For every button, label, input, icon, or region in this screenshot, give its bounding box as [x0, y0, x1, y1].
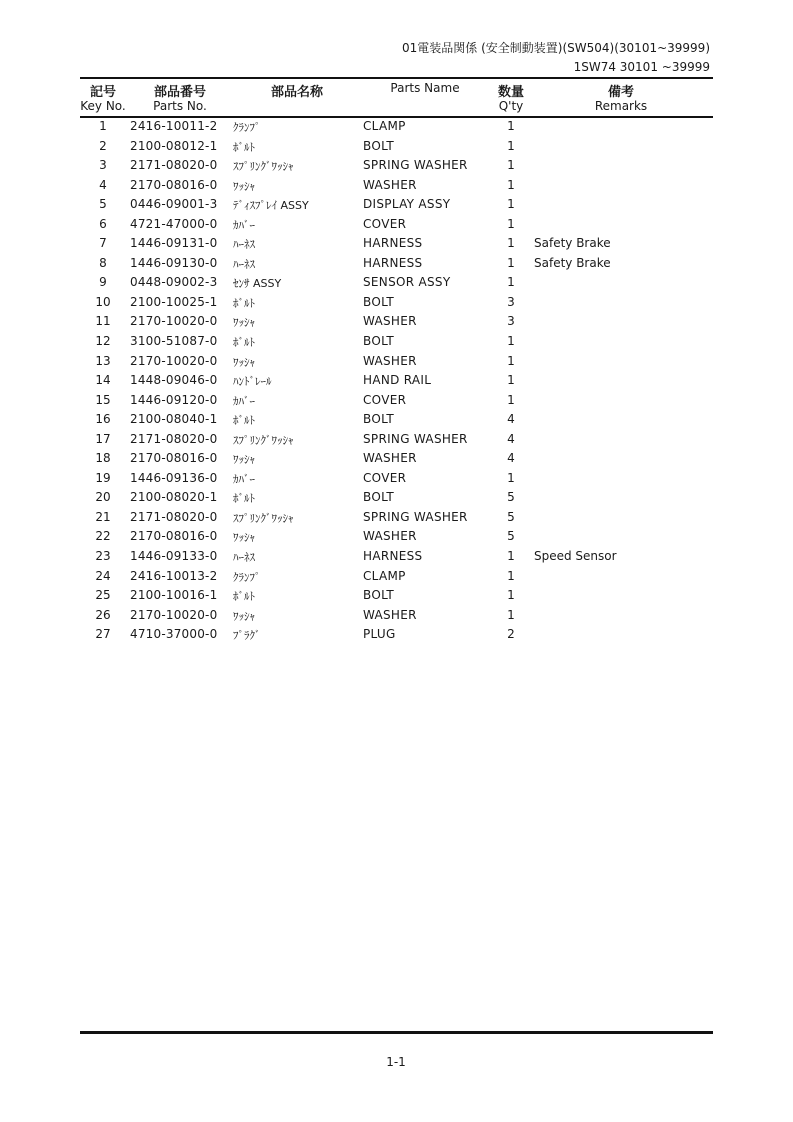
- key-no: 12: [95, 334, 111, 349]
- part-number: 2170-10020-0: [130, 314, 218, 329]
- part-name-en: COVER: [363, 392, 407, 407]
- table-row: [0, 430, 793, 450]
- remarks: Safety Brake: [534, 236, 611, 251]
- quantity: 1: [507, 177, 515, 192]
- part-number: 2100-10016-1: [130, 588, 218, 603]
- part-name-en: WASHER: [363, 314, 417, 329]
- table-row: [0, 488, 793, 508]
- quantity: 1: [507, 353, 515, 368]
- part-number: 2170-10020-0: [130, 607, 218, 622]
- part-name-en: DISPLAY ASSY: [363, 197, 451, 212]
- part-name-en: SPRING WASHER: [363, 509, 468, 524]
- table-row: [0, 137, 793, 157]
- part-name-en: BOLT: [363, 490, 395, 505]
- part-number: 2170-08016-0: [130, 529, 218, 544]
- key-no: 2: [99, 138, 107, 153]
- table-row: [0, 547, 793, 567]
- table-row: [0, 625, 793, 645]
- key-no: 6: [99, 216, 107, 231]
- quantity: 1: [507, 197, 515, 212]
- part-name-jp: ﾎﾞﾙﾄ: [233, 296, 255, 310]
- part-name-en: CLAMP: [363, 568, 406, 583]
- part-number: 2170-10020-0: [130, 353, 218, 368]
- section-title: 01電装品関係 (安全制動装置)(SW504)(30101~39999): [402, 41, 710, 55]
- key-no: 7: [99, 236, 107, 251]
- col-header-remarks-en: Remarks: [594, 99, 648, 113]
- table-row: [0, 527, 793, 547]
- col-header-qty-en: Q'ty: [498, 99, 524, 113]
- col-header-key-en: Key No.: [80, 99, 126, 113]
- part-number: 4710-37000-0: [130, 627, 218, 642]
- part-number: 1448-09046-0: [130, 373, 218, 388]
- part-number: 0448-09002-3: [130, 275, 218, 290]
- key-no: 10: [95, 294, 111, 309]
- quantity: 4: [507, 412, 515, 427]
- table-row: [0, 410, 793, 430]
- part-name-en: WASHER: [363, 529, 417, 544]
- part-name-en: WASHER: [363, 177, 417, 192]
- table-row: [0, 234, 793, 254]
- key-no: 8: [99, 255, 107, 270]
- col-header-name-en: Parts Name: [390, 81, 460, 95]
- part-name-jp: ﾜｯｼｬ: [233, 453, 255, 467]
- key-no: 26: [95, 607, 111, 622]
- remarks: Safety Brake: [534, 255, 611, 270]
- part-name-jp: ﾎﾞﾙﾄ: [233, 414, 255, 428]
- key-no: 24: [95, 568, 111, 583]
- part-name-jp: ﾊｰﾈｽ: [233, 551, 255, 565]
- key-no: 25: [95, 588, 111, 603]
- part-name-jp: ｾﾝｻ ASSY: [233, 277, 282, 291]
- part-name-jp: ｸﾗﾝﾌﾟ: [233, 121, 261, 134]
- col-header-qty-jp: 数量: [497, 85, 525, 100]
- part-name-en: HARNESS: [363, 236, 423, 251]
- quantity: 1: [507, 588, 515, 603]
- key-no: 5: [99, 197, 107, 212]
- part-name-jp: ﾃﾞｨｽﾌﾟﾚｲ ASSY: [233, 199, 309, 213]
- quantity: 3: [507, 294, 515, 309]
- part-name-jp: ｸﾗﾝﾌﾟ: [233, 570, 261, 584]
- part-name-jp: ｶﾊﾞｰ: [233, 472, 255, 486]
- part-name-en: SPRING WASHER: [363, 431, 468, 446]
- part-name-jp: ｽﾌﾟﾘﾝｸﾞﾜｯｼｬ: [233, 160, 294, 174]
- table-row: [0, 273, 793, 293]
- part-name-jp: ﾎﾞﾙﾄ: [233, 140, 255, 154]
- table-row: [0, 215, 793, 235]
- quantity: 1: [507, 568, 515, 583]
- table-row: [0, 312, 793, 332]
- table-row: [0, 293, 793, 313]
- table-row: [0, 586, 793, 606]
- part-number: 0446-09001-3: [130, 197, 218, 212]
- table-row: [0, 469, 793, 489]
- key-no: 15: [95, 392, 111, 407]
- part-number: 3100-51087-0: [130, 334, 218, 349]
- quantity: 3: [507, 314, 515, 329]
- table-row: [0, 449, 793, 469]
- table-row: [0, 332, 793, 352]
- part-number: 2171-08020-0: [130, 431, 218, 446]
- table-row: [0, 156, 793, 176]
- quantity: 1: [507, 549, 515, 564]
- part-name-en: BOLT: [363, 334, 395, 349]
- part-number: 1446-09133-0: [130, 549, 218, 564]
- page-number: 1-1: [386, 1055, 406, 1069]
- part-name-jp: ｽﾌﾟﾘﾝｸﾞﾜｯｼｬ: [233, 433, 294, 447]
- quantity: 5: [507, 509, 515, 524]
- part-name-jp: ﾜｯｼｬ: [233, 531, 255, 545]
- key-no: 23: [95, 549, 111, 564]
- part-number: 1446-09120-0: [130, 392, 218, 407]
- part-name-en: COVER: [363, 216, 407, 231]
- table-row: [0, 195, 793, 215]
- key-no: 13: [95, 353, 111, 368]
- quantity: 4: [507, 451, 515, 466]
- quantity: 5: [507, 529, 515, 544]
- part-number: 2171-08020-0: [130, 509, 218, 524]
- table-row: [0, 176, 793, 196]
- part-name-en: SENSOR ASSY: [363, 275, 451, 290]
- part-name-jp: ﾊﾝﾄﾞﾚｰﾙ: [233, 375, 272, 389]
- key-no: 22: [95, 529, 111, 544]
- key-no: 3: [99, 158, 107, 173]
- part-name-jp: ｶﾊﾞｰ: [233, 218, 255, 232]
- part-name-en: WASHER: [363, 353, 417, 368]
- part-name-jp: ﾎﾞﾙﾄ: [233, 492, 255, 506]
- part-number: 2170-08016-0: [130, 177, 218, 192]
- part-name-jp: ﾎﾞﾙﾄ: [233, 590, 255, 604]
- part-name-jp: ﾊｰﾈｽ: [233, 257, 255, 271]
- part-name-en: BOLT: [363, 138, 395, 153]
- table-row: [0, 508, 793, 528]
- part-name-en: HAND RAIL: [363, 373, 432, 388]
- part-name-en: WASHER: [363, 451, 417, 466]
- part-name-en: PLUG: [363, 627, 396, 642]
- key-no: 19: [95, 470, 111, 485]
- quantity: 1: [507, 158, 515, 173]
- quantity: 1: [507, 607, 515, 622]
- part-number: 1446-09130-0: [130, 255, 218, 270]
- table-row: [0, 254, 793, 274]
- table-row: [0, 352, 793, 372]
- key-no: 16: [95, 412, 111, 427]
- table-bottom-rule: [80, 1031, 713, 1034]
- part-name-jp: ﾜｯｼｬ: [233, 609, 255, 623]
- key-no: 17: [95, 431, 111, 446]
- key-no: 18: [95, 451, 111, 466]
- quantity: 2: [507, 627, 515, 642]
- quantity: 1: [507, 470, 515, 485]
- key-no: 9: [99, 275, 107, 290]
- col-header-remarks-jp: 備考: [607, 85, 635, 100]
- part-name-en: HARNESS: [363, 255, 423, 270]
- col-header-key-jp: 記号: [89, 85, 117, 100]
- part-name-en: BOLT: [363, 294, 395, 309]
- key-no: 20: [95, 490, 111, 505]
- part-name-en: BOLT: [363, 588, 395, 603]
- quantity: 1: [507, 255, 515, 270]
- table-row: [0, 117, 793, 137]
- part-name-en: BOLT: [363, 412, 395, 427]
- part-name-en: SPRING WASHER: [363, 158, 468, 173]
- col-header-partno-jp: 部品番号: [153, 85, 207, 100]
- part-number: 2170-08016-0: [130, 451, 218, 466]
- quantity: 5: [507, 490, 515, 505]
- table-row: [0, 567, 793, 587]
- key-no: 27: [95, 627, 111, 642]
- part-name-jp: ﾊｰﾈｽ: [233, 238, 255, 252]
- serial-range: 1SW74 30101 ~39999: [573, 60, 710, 74]
- parts-table: [0, 117, 793, 645]
- part-name-jp: ｽﾌﾟﾘﾝｸﾞﾜｯｼｬ: [233, 511, 294, 525]
- table-row: [0, 606, 793, 626]
- remarks: Speed Sensor: [534, 549, 617, 564]
- quantity: 1: [507, 334, 515, 349]
- quantity: 1: [507, 392, 515, 407]
- key-no: 11: [95, 314, 111, 329]
- part-number: 2171-08020-0: [130, 158, 218, 173]
- part-number: 2100-10025-1: [130, 294, 218, 309]
- table-row: [0, 371, 793, 391]
- quantity: 1: [507, 138, 515, 153]
- part-number: 2100-08012-1: [130, 138, 218, 153]
- col-header-partno-en: Parts No.: [153, 99, 207, 113]
- part-number: 1446-09131-0: [130, 236, 218, 251]
- quantity: 1: [507, 275, 515, 290]
- key-no: 14: [95, 373, 111, 388]
- key-no: 21: [95, 509, 111, 524]
- part-number: 2416-10013-2: [130, 568, 218, 583]
- part-number: 2100-08040-1: [130, 412, 218, 427]
- part-name-en: HARNESS: [363, 549, 423, 564]
- col-header-name-jp: 部品名称: [270, 85, 324, 100]
- part-name-jp: ﾜｯｼｬ: [233, 179, 255, 193]
- part-name-jp: ｶﾊﾞｰ: [233, 394, 255, 408]
- part-name-jp: ﾜｯｼｬ: [233, 316, 255, 330]
- table-row: [0, 391, 793, 411]
- part-name-jp: ﾜｯｼｬ: [233, 355, 255, 369]
- part-name-en: CLAMP: [363, 119, 406, 133]
- part-number: 1446-09136-0: [130, 470, 218, 485]
- part-name-jp: ﾌﾟﾗｸﾞ: [233, 629, 261, 643]
- key-no: 4: [99, 177, 107, 192]
- part-number: 2100-08020-1: [130, 490, 218, 505]
- quantity: 1: [507, 216, 515, 231]
- quantity: 1: [507, 119, 515, 133]
- part-number: 4721-47000-0: [130, 216, 218, 231]
- table-top-rule: [80, 77, 713, 79]
- quantity: 1: [507, 236, 515, 251]
- part-name-en: WASHER: [363, 607, 417, 622]
- part-name-en: COVER: [363, 470, 407, 485]
- key-no: 1: [99, 119, 107, 133]
- part-number: 2416-10011-2: [130, 119, 218, 133]
- quantity: 4: [507, 431, 515, 446]
- part-name-jp: ﾎﾞﾙﾄ: [233, 336, 255, 350]
- quantity: 1: [507, 373, 515, 388]
